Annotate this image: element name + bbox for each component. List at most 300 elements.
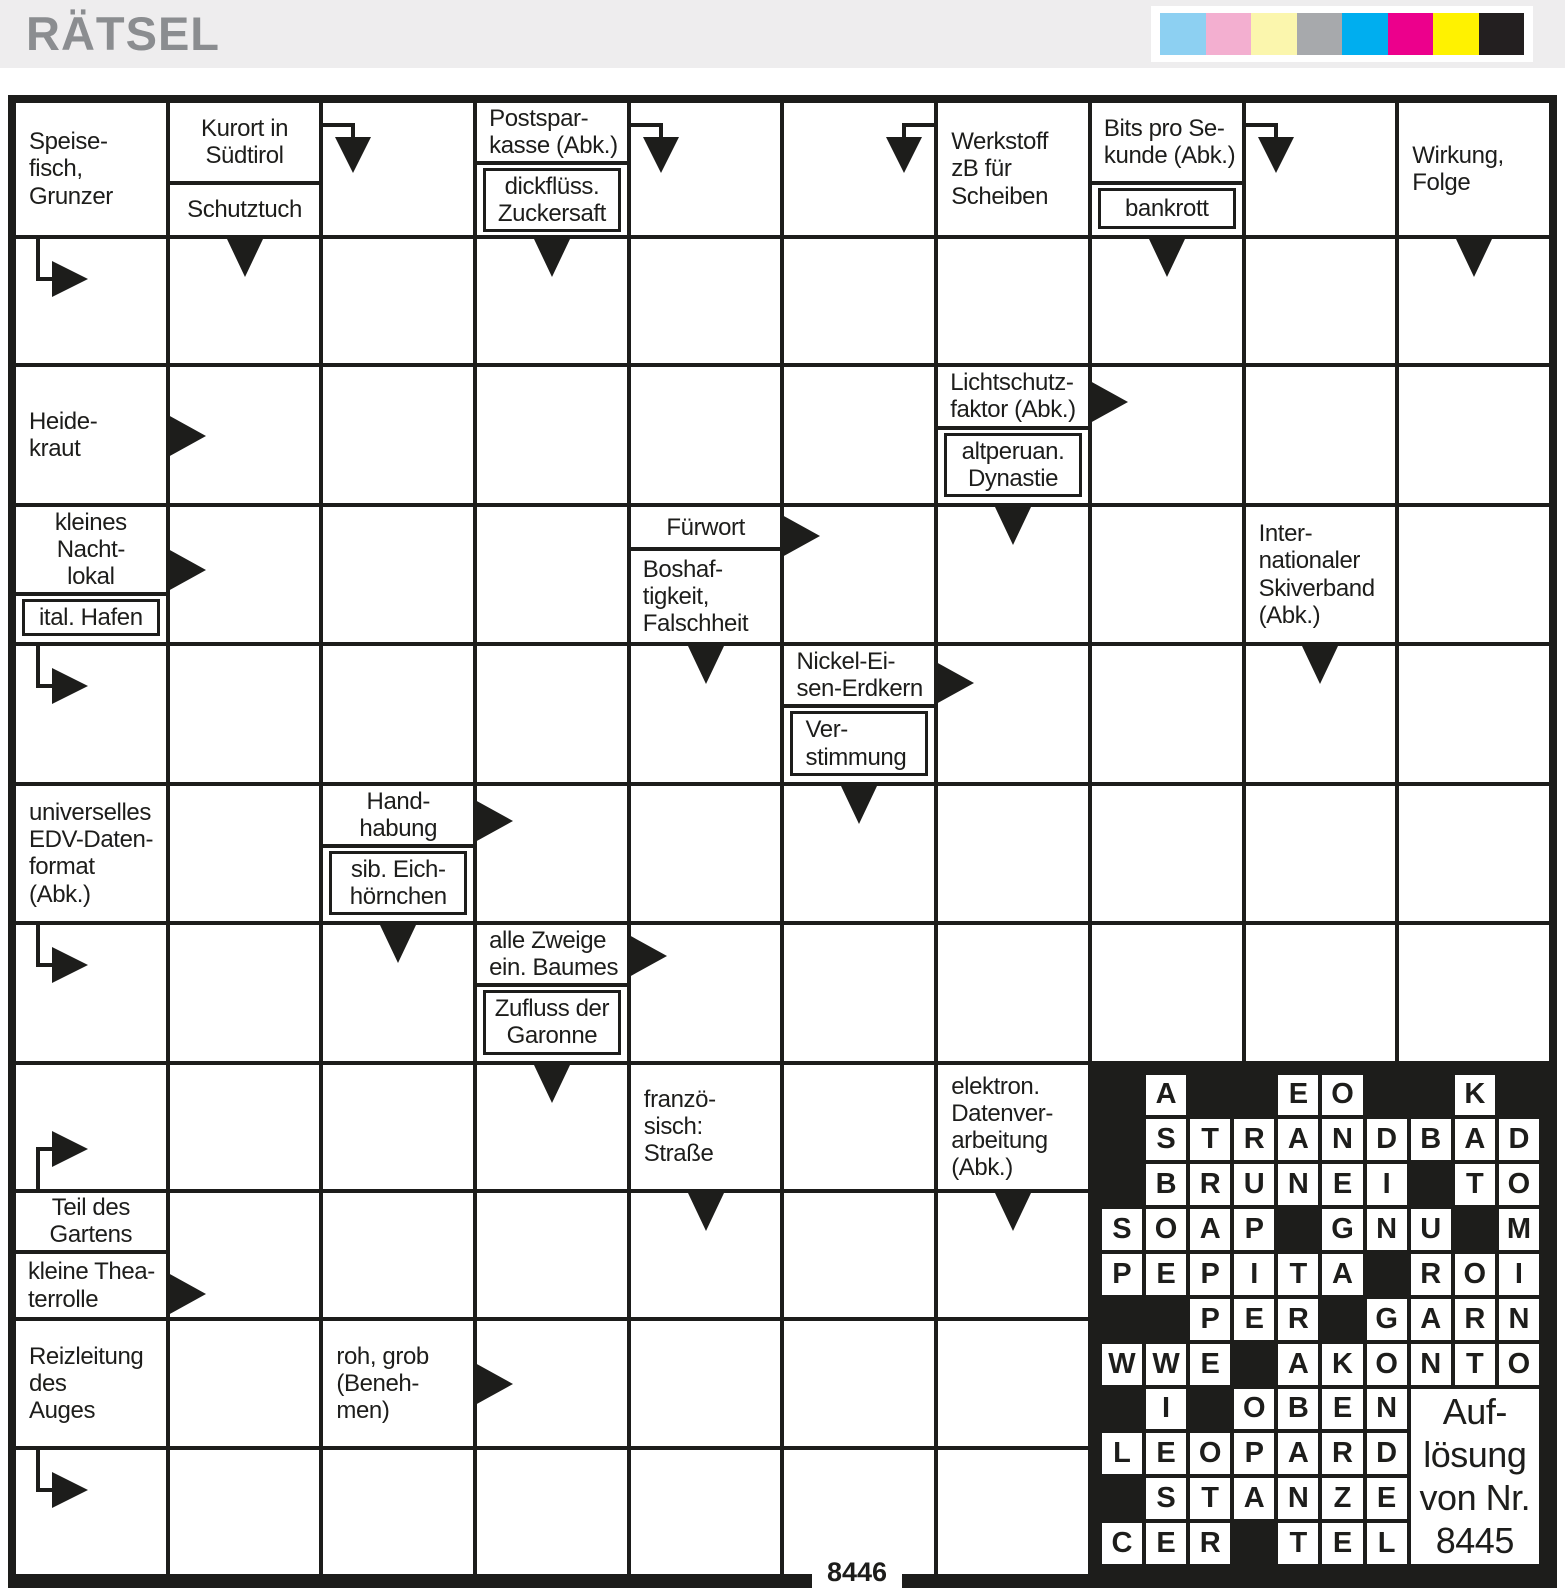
solution-letter-cell: R: [1322, 1433, 1362, 1474]
answer-cell-c10r5[interactable]: [1399, 646, 1549, 781]
clue-text-line: Kurort in: [200, 114, 289, 142]
solution-black-cell: [1367, 1254, 1407, 1295]
clue-sub-bottom: [483, 990, 621, 1054]
solution-letter-cell: S: [1102, 1209, 1142, 1250]
answer-cell-c7r11[interactable]: [938, 1450, 1088, 1574]
solution-letter-cell: R: [1190, 1523, 1230, 1564]
solution-label-line: lösung: [1423, 1434, 1527, 1476]
clue-sub-top: [16, 507, 166, 596]
answer-cell-c2r6[interactable]: [170, 786, 320, 921]
answer-cell-c4r10[interactable]: [477, 1321, 627, 1445]
solution-letter-cell: N: [1499, 1299, 1539, 1340]
solution-black-cell: [1102, 1389, 1142, 1430]
color-swatch: [1388, 13, 1434, 55]
solution-letter-cell: L: [1367, 1523, 1407, 1564]
clue-text-line: nationaler: [1258, 547, 1361, 575]
clue-text-line: kleines: [54, 508, 127, 536]
clue-text-line: format: [29, 853, 95, 881]
down-arrow-icon: [380, 925, 416, 963]
righthook-bottom-arrow-icon: [24, 1127, 94, 1189]
solution-black-cell: [1278, 1209, 1318, 1250]
answer-cell-c4r5[interactable]: [477, 646, 627, 781]
clue-text-line: faktor (Abk.): [950, 396, 1076, 424]
clue-text-line: Boshaf-: [642, 556, 723, 584]
clue-cell-c3r10: [323, 1321, 473, 1445]
solution-letter-cell: P: [1190, 1299, 1230, 1340]
solution-letter-cell: C: [1102, 1523, 1142, 1564]
clue-text-line: ein. Baumes: [489, 954, 619, 982]
answer-cell-c8r2[interactable]: [1092, 239, 1242, 363]
clue-text-line: kasse (Abk.): [489, 132, 618, 160]
color-swatch: [1160, 13, 1206, 55]
solution-letter-cell: W: [1146, 1344, 1186, 1385]
right-arrow-icon: [475, 800, 513, 842]
answer-cell-c6r9[interactable]: [784, 1193, 934, 1317]
solution-label-line: 8445: [1435, 1520, 1514, 1562]
clue-text-line: Nickel-Ei-: [796, 648, 896, 676]
solution-letter-cell: A: [1278, 1344, 1318, 1385]
answer-cell-c1r8[interactable]: [16, 1065, 166, 1189]
solution-letter-cell: E: [1190, 1344, 1230, 1385]
clue-cell-c3r6: [323, 786, 473, 921]
answer-cell-c5r1[interactable]: [631, 103, 781, 235]
solution-letter-cell: P: [1190, 1254, 1230, 1295]
answer-cell-c7r2[interactable]: [938, 239, 1088, 363]
answer-cell-c1r11[interactable]: [16, 1450, 166, 1574]
clue-text-line: Nacht-: [56, 535, 125, 563]
answer-cell-c2r5[interactable]: [170, 646, 320, 781]
solution-letter-cell: E: [1234, 1299, 1274, 1340]
solution-black-cell: [1455, 1209, 1495, 1250]
solution-letter-cell: A: [1455, 1119, 1495, 1160]
righthook-top-arrow-icon: [24, 925, 94, 987]
clue-text-line: Ver-: [805, 716, 848, 744]
clue-text-line: Auges: [29, 1397, 96, 1424]
clue-text-line: Wirkung,: [1412, 141, 1504, 169]
solution-letter-cell: P: [1234, 1209, 1274, 1250]
answer-cell-c7r4[interactable]: [938, 507, 1088, 642]
answer-cell-c2r2[interactable]: [170, 239, 320, 363]
clue-sub-top: [477, 925, 627, 987]
clue-text-line: fisch,: [29, 155, 83, 183]
clue-sub-top: [784, 646, 934, 708]
clue-text-line: (Abk.): [951, 1153, 1013, 1181]
solution-letter-cell: A: [1146, 1075, 1186, 1116]
clue-sub-bottom: [944, 433, 1082, 497]
clue-sub-top: [938, 367, 1088, 429]
solution-letter-cell: D: [1499, 1119, 1539, 1160]
clue-text-line: Reizleitung: [29, 1342, 144, 1370]
clue-text-line: Zuckersaft: [497, 200, 606, 228]
solution-letter-cell: B: [1146, 1164, 1186, 1205]
righthook-top-arrow-icon: [24, 1450, 94, 1512]
solution-letter-cell: E: [1367, 1478, 1407, 1519]
crossword-grid: [8, 95, 1557, 1588]
clue-text-line: Teil des: [51, 1194, 130, 1222]
clue-cell-c5r8: [631, 1065, 781, 1189]
solution-letter-cell: O: [1499, 1344, 1539, 1385]
clue-text-line: kunde (Abk.): [1103, 141, 1236, 169]
color-swatch: [1206, 13, 1252, 55]
answer-cell-c3r7[interactable]: [323, 925, 473, 1060]
answer-cell-c6r1[interactable]: [784, 103, 934, 235]
solution-letter-cell: M: [1499, 1209, 1539, 1250]
solution-letter-cell: N: [1322, 1119, 1362, 1160]
clue-text-line: ital. Hafen: [39, 604, 143, 632]
down-arrow-icon: [534, 239, 570, 277]
answer-cell-c10r4[interactable]: [1399, 507, 1549, 642]
clue-text-line: Werkstoff: [951, 128, 1049, 156]
color-swatch: [1251, 13, 1297, 55]
solution-letter-cell: T: [1278, 1523, 1318, 1564]
clue-cell-c6r5: [784, 646, 934, 781]
solution-letter-cell: T: [1278, 1254, 1318, 1295]
solution-letter-cell: E: [1146, 1433, 1186, 1474]
solution-black-cell: [1322, 1299, 1362, 1340]
solution-letter-cell: N: [1367, 1209, 1407, 1250]
downhook-right-arrow-icon: [878, 111, 934, 175]
clue-text-line: Scheiben: [951, 182, 1049, 210]
clue-text-line: Lichtschutz-: [950, 369, 1074, 397]
righthook-top-arrow-icon: [24, 239, 94, 301]
down-arrow-icon: [1302, 646, 1338, 684]
answer-cell-c7r9[interactable]: [938, 1193, 1088, 1317]
solution-letter-cell: U: [1234, 1164, 1274, 1205]
clue-text-line: Dynastie: [967, 464, 1059, 492]
color-bar: [1151, 6, 1533, 62]
solution-letter-cell: A: [1322, 1254, 1362, 1295]
solution-letter-cell: N: [1278, 1164, 1318, 1205]
answer-cell-c10r6[interactable]: [1399, 786, 1549, 921]
answer-cell-c5r2[interactable]: [631, 239, 781, 363]
answer-cell-c8r4[interactable]: [1092, 507, 1242, 642]
solution-letter-cell: B: [1411, 1119, 1451, 1160]
solution-letter-cell: E: [1278, 1075, 1318, 1116]
solution-letter-cell: G: [1367, 1299, 1407, 1340]
downhook-left-arrow-icon: [1246, 111, 1302, 175]
answer-cell-c7r6[interactable]: [938, 786, 1088, 921]
solution-letter-cell: A: [1234, 1478, 1274, 1519]
solution-letter-cell: O: [1455, 1254, 1495, 1295]
right-arrow-icon: [168, 549, 206, 591]
clue-text-line: hörnchen: [349, 883, 447, 910]
solution-letter-cell: A: [1411, 1299, 1451, 1340]
clue-text-line: men): [336, 1397, 390, 1424]
right-arrow-icon: [782, 515, 820, 557]
solution-label-line: Auf-: [1442, 1390, 1507, 1432]
solution-letter-cell: S: [1146, 1478, 1186, 1519]
clue-text-line: Inter-: [1258, 520, 1313, 548]
solution-black-cell: [1146, 1299, 1186, 1340]
color-swatch: [1297, 13, 1343, 55]
clue-text-line: Postspar-: [489, 105, 589, 132]
solution-letter-cell: E: [1322, 1389, 1362, 1430]
answer-cell-c3r11[interactable]: [323, 1450, 473, 1574]
right-arrow-icon: [168, 1273, 206, 1315]
clue-text-line: EDV-Daten-: [29, 826, 154, 854]
page-header: [0, 0, 1565, 68]
righthook-top-arrow-icon: [24, 646, 94, 708]
clue-cell-c7r8: [938, 1065, 1088, 1189]
answer-cell-c4r4[interactable]: [477, 507, 627, 642]
answer-cell-c6r4[interactable]: [784, 507, 934, 642]
clue-sub-top: [1092, 103, 1242, 185]
solution-letter-cell: T: [1190, 1119, 1230, 1160]
solution-black-cell: [1234, 1523, 1274, 1564]
solution-letter-cell: Z: [1322, 1478, 1362, 1519]
solution-black-cell: [1102, 1075, 1142, 1116]
down-arrow-icon: [1456, 239, 1492, 277]
color-swatch: [1342, 13, 1388, 55]
clue-sub-bottom: [1098, 188, 1236, 229]
solution-black-cell: [1411, 1164, 1451, 1205]
answer-cell-c6r8[interactable]: [784, 1065, 934, 1189]
right-arrow-icon: [1090, 381, 1128, 423]
clue-text-line: Speise-: [29, 128, 108, 156]
answer-cell-c6r11[interactable]: [784, 1450, 934, 1574]
solution-black-cell: [1367, 1075, 1407, 1116]
answer-cell-c10r3[interactable]: [1399, 367, 1549, 502]
clue-cell-c1r6: [16, 786, 166, 921]
clue-text-line: sen-Erdkern: [796, 675, 923, 703]
answer-cell-c4r6[interactable]: [477, 786, 627, 921]
answer-cell-c5r6[interactable]: [631, 786, 781, 921]
answer-cell-c10r2[interactable]: [1399, 239, 1549, 363]
clue-text-line: arbeitung: [951, 1126, 1048, 1154]
answer-cell-c2r8[interactable]: [170, 1065, 320, 1189]
clue-text-line: Hand-: [366, 787, 430, 815]
clue-text-line: des: [29, 1369, 67, 1397]
clue-cell-c1r3: [16, 367, 166, 502]
clue-text-line: Südtirol: [205, 141, 284, 169]
clue-sub-bottom: [790, 711, 928, 775]
solution-letter-cell: P: [1234, 1433, 1274, 1474]
downhook-left-arrow-icon: [323, 111, 379, 175]
solution-black-cell: [1234, 1075, 1274, 1116]
clue-cell-c1r4: [16, 507, 166, 642]
clue-text-line: habung: [359, 814, 438, 842]
clue-cell-c9r4: [1246, 507, 1396, 642]
answer-cell-c7r7[interactable]: [938, 925, 1088, 1060]
clue-cell-c8r1: [1092, 103, 1242, 235]
solution-black-cell: [1102, 1478, 1142, 1519]
answer-cell-c4r8[interactable]: [477, 1065, 627, 1189]
answer-cell-c9r5[interactable]: [1246, 646, 1396, 781]
answer-cell-c2r11[interactable]: [170, 1450, 320, 1574]
clue-cell-c7r3: [938, 367, 1088, 502]
solution-letter-cell: U: [1411, 1209, 1451, 1250]
solution-black-cell: [1411, 1075, 1451, 1116]
clue-text-line: (Abk.): [29, 880, 91, 908]
clue-sub-bottom: [329, 851, 467, 915]
clue-cell-c7r1: [938, 103, 1088, 235]
solution-black-cell: [1190, 1389, 1230, 1430]
clue-text-line: franzö-: [643, 1086, 716, 1114]
down-arrow-icon: [227, 239, 263, 277]
answer-cell-c2r7[interactable]: [170, 925, 320, 1060]
clue-text-line: kleine Thea-: [28, 1258, 155, 1286]
answer-cell-c2r3[interactable]: [170, 367, 320, 502]
clue-sub-bottom: [22, 599, 160, 636]
down-arrow-icon: [995, 507, 1031, 545]
clue-text-line: Grunzer: [29, 182, 113, 210]
clue-text-line: kraut: [29, 435, 81, 463]
answer-cell-c5r5[interactable]: [631, 646, 781, 781]
clue-text-line: altperuan.: [961, 437, 1065, 465]
clue-cell-c5r4: [631, 507, 781, 642]
answer-cell-c1r2[interactable]: [16, 239, 166, 363]
solution-letter-cell: T: [1455, 1344, 1495, 1385]
clue-text-line: Gartens: [49, 1221, 133, 1249]
clue-text-line: (Beneh-: [336, 1369, 419, 1397]
answer-cell-c1r5[interactable]: [16, 646, 166, 781]
solution-letter-cell: O: [1190, 1433, 1230, 1474]
color-swatch: [1479, 13, 1525, 55]
solution-letter-cell: N: [1278, 1478, 1318, 1519]
answer-cell-c6r6[interactable]: [784, 786, 934, 921]
solution-letter-cell: R: [1234, 1119, 1274, 1160]
clue-text-line: Zufluss der: [494, 995, 610, 1023]
solution-letter-cell: P: [1102, 1254, 1142, 1295]
right-arrow-icon: [629, 935, 667, 977]
answer-cell-c2r10[interactable]: [170, 1321, 320, 1445]
clue-text-line: Bits pro Se-: [1103, 114, 1225, 142]
down-arrow-icon: [841, 786, 877, 824]
solution-letter-cell: I: [1146, 1389, 1186, 1430]
answer-cell-c1r7[interactable]: [16, 925, 166, 1060]
answer-cell-c9r3[interactable]: [1246, 367, 1396, 502]
answer-cell-c3r3[interactable]: [323, 367, 473, 502]
answer-cell-c8r5[interactable]: [1092, 646, 1242, 781]
answer-cell-c5r7[interactable]: [631, 925, 781, 1060]
downhook-left-arrow-icon: [631, 111, 687, 175]
solution-letter-cell: R: [1190, 1164, 1230, 1205]
clue-text-line: Skiverband: [1258, 574, 1375, 602]
answer-cell-c4r9[interactable]: [477, 1193, 627, 1317]
solution-letter-cell: N: [1411, 1344, 1451, 1385]
answer-cell-c9r7[interactable]: [1246, 925, 1396, 1060]
solution-letter-cell: W: [1102, 1344, 1142, 1385]
solution-letter-cell: T: [1455, 1164, 1495, 1205]
right-arrow-icon: [475, 1363, 513, 1405]
answer-cell-c7r10[interactable]: [938, 1321, 1088, 1445]
answer-cell-c3r4[interactable]: [323, 507, 473, 642]
clue-text-line: Fürwort: [666, 513, 745, 541]
answer-cell-c6r10[interactable]: [784, 1321, 934, 1445]
solution-black-cell: [1102, 1299, 1142, 1340]
down-arrow-icon: [1149, 239, 1185, 277]
down-arrow-icon: [688, 646, 724, 684]
answer-cell-c6r2[interactable]: [784, 239, 934, 363]
answer-cell-c6r3[interactable]: [784, 367, 934, 502]
clue-cell-c10r1: [1399, 103, 1549, 235]
solution-letter-cell: D: [1367, 1119, 1407, 1160]
clue-text-line: lokal: [67, 563, 115, 591]
clue-sub-top: [16, 1193, 166, 1254]
answer-cell-c8r3[interactable]: [1092, 367, 1242, 502]
page-title: RÄTSEL: [26, 7, 220, 60]
answer-cell-c8r7[interactable]: [1092, 925, 1242, 1060]
solution-letter-cell: A: [1278, 1119, 1318, 1160]
answer-cell-c9r2[interactable]: [1246, 239, 1396, 363]
solution-letter-cell: R: [1455, 1299, 1495, 1340]
answer-cell-c10r7[interactable]: [1399, 925, 1549, 1060]
solution-letter-cell: E: [1322, 1164, 1362, 1205]
clue-text-line: Garonne: [506, 1022, 598, 1050]
answer-cell-c5r11[interactable]: [631, 1450, 781, 1574]
solution-letter-cell: A: [1278, 1433, 1318, 1474]
solution-letter-cell: E: [1146, 1523, 1186, 1564]
clue-sub-top: [631, 507, 781, 552]
answer-cell-c6r7[interactable]: [784, 925, 934, 1060]
clue-text-line: Heide-: [29, 407, 98, 435]
clue-text-line: stimmung: [805, 743, 907, 771]
answer-cell-c3r5[interactable]: [323, 646, 473, 781]
answer-cell-c5r9[interactable]: [631, 1193, 781, 1317]
clue-text-line: elektron.: [951, 1072, 1040, 1100]
answer-cell-c5r10[interactable]: [631, 1321, 781, 1445]
clue-sub-bottom: [170, 185, 320, 235]
answer-cell-c9r1[interactable]: [1246, 103, 1396, 235]
clue-text-line: Datenver-: [951, 1099, 1053, 1127]
clue-cell-c2r1: [170, 103, 320, 235]
clue-cell-c1r1: [16, 103, 166, 235]
clue-sub-top: [323, 786, 473, 848]
color-swatch: [1433, 13, 1479, 55]
clue-sub-bottom: [483, 168, 621, 232]
answer-cell-c3r8[interactable]: [323, 1065, 473, 1189]
solution-letter-cell: I: [1499, 1254, 1539, 1295]
solution-letter-cell: O: [1322, 1075, 1362, 1116]
answer-cell-c7r5[interactable]: [938, 646, 1088, 781]
clue-cell-c1r9: [16, 1193, 166, 1317]
answer-cell-c3r2[interactable]: [323, 239, 473, 363]
answer-cell-c2r4[interactable]: [170, 507, 320, 642]
answer-cell-c4r3[interactable]: [477, 367, 627, 502]
solution-letter-cell: R: [1278, 1299, 1318, 1340]
right-arrow-icon: [168, 415, 206, 457]
solution-label-line: von Nr.: [1419, 1477, 1531, 1519]
answer-cell-c2r9[interactable]: [170, 1193, 320, 1317]
answer-cell-c4r2[interactable]: [477, 239, 627, 363]
answer-cell-c4r11[interactable]: [477, 1450, 627, 1574]
solution-letter-cell: G: [1322, 1209, 1362, 1250]
answer-cell-c3r1[interactable]: [323, 103, 473, 235]
answer-cell-c5r3[interactable]: [631, 367, 781, 502]
solution-black-cell: [1102, 1164, 1142, 1205]
solution-letter-cell: E: [1322, 1523, 1362, 1564]
answer-cell-c8r6[interactable]: [1092, 786, 1242, 921]
clue-text-line: terrolle: [28, 1285, 99, 1313]
solution-letter-cell: T: [1190, 1478, 1230, 1519]
solution-letter-cell: N: [1367, 1389, 1407, 1430]
solution-black-cell: [1234, 1344, 1274, 1385]
down-arrow-icon: [534, 1065, 570, 1103]
solution-letter-cell: E: [1146, 1254, 1186, 1295]
clue-text-line: Schutztuch: [187, 196, 302, 224]
answer-cell-c3r9[interactable]: [323, 1193, 473, 1317]
clue-text-line: Falschheit: [642, 610, 749, 638]
solution-letter-cell: L: [1102, 1433, 1142, 1474]
clue-text-line: roh, grob: [336, 1342, 429, 1370]
clue-cell-c1r10: [16, 1321, 166, 1445]
solution-letter-cell: O: [1499, 1164, 1539, 1205]
clue-text-line: sisch:: [643, 1113, 703, 1141]
clue-sub-top: [170, 103, 320, 185]
puzzle-number: 8446: [812, 1562, 902, 1588]
clue-text-line: alle Zweige: [489, 927, 607, 955]
answer-cell-c9r6[interactable]: [1246, 786, 1396, 921]
